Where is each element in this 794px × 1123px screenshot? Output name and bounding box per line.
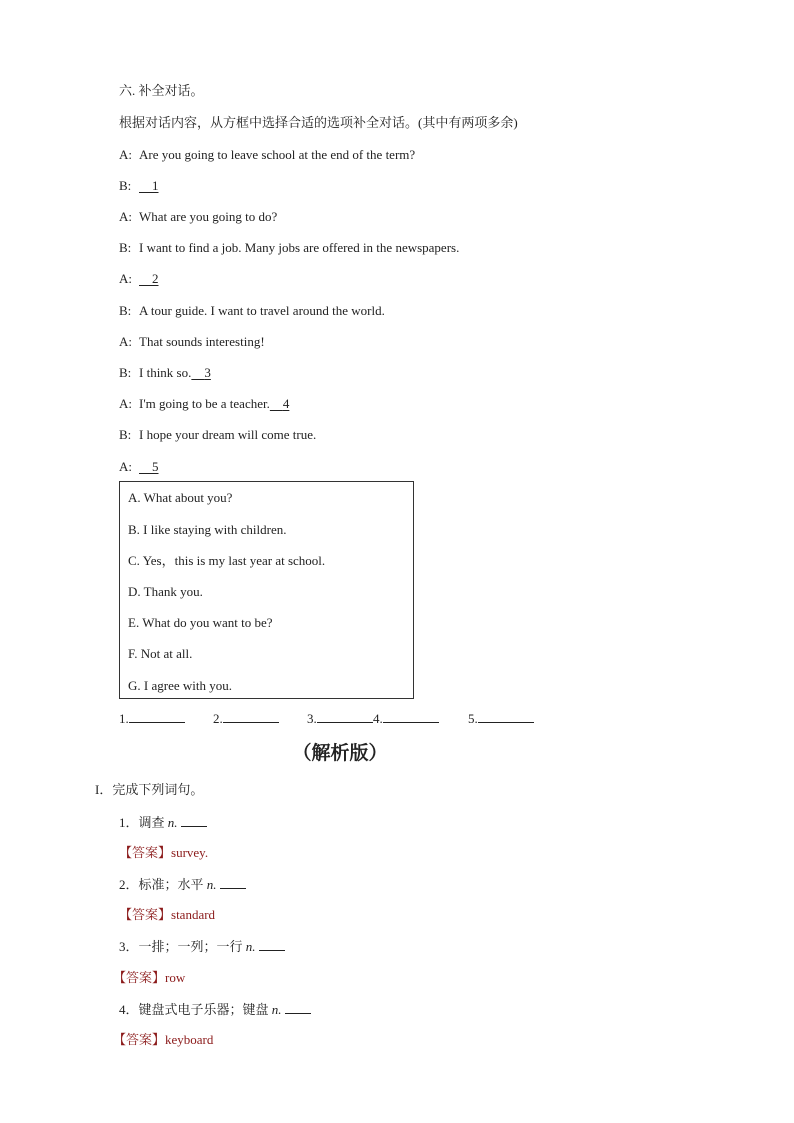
answer-slot-1[interactable]: 1.: [119, 710, 185, 727]
speaker-label: A:: [119, 271, 132, 286]
blank-number: 5: [152, 459, 159, 474]
dialogue-line: [119, 334, 265, 350]
option-b: B. I like staying with children.: [128, 522, 287, 537]
dialogue-line: [119, 427, 316, 443]
part-of-speech: n.: [167, 815, 178, 830]
option-g: G. I agree with you.: [128, 678, 232, 693]
vocab-item: [119, 814, 207, 831]
blank-number: 1: [152, 178, 159, 193]
vocab-label: 1．调查: [119, 815, 165, 830]
options-box: [119, 481, 414, 699]
instruction-text: 根据对话内容，从方框中选择合适的选项补全对话。(其中有两项多余): [119, 115, 518, 130]
analysis-heading: （解析版）: [292, 742, 388, 764]
dialogue-text: A tour guide. I want to travel around the world.: [139, 303, 385, 318]
part-of-speech: n.: [245, 939, 256, 954]
answer-value: keyboard: [165, 1032, 214, 1047]
answer-tag: 【答案】: [113, 970, 166, 985]
vocab-item: [119, 876, 246, 893]
answer-blank[interactable]: [259, 938, 285, 951]
dialogue-line: [119, 147, 415, 163]
answer-tag: 【答案】: [113, 1032, 166, 1047]
answer-blank[interactable]: [285, 1001, 311, 1014]
answer-line-row: [113, 970, 185, 986]
speaker-label: B:: [119, 240, 132, 255]
option-a: A. What about you?: [128, 490, 233, 505]
answer-line-row: [119, 845, 208, 861]
answer-value: standard: [171, 907, 216, 922]
part1-title: I．完成下列词句。: [95, 782, 204, 797]
dialogue-line: [119, 209, 277, 225]
option-c: C. Yes，this is my last year at school.: [128, 553, 326, 568]
blank-number: 2: [152, 271, 159, 286]
dialogue-line: [119, 303, 385, 319]
speaker-label: A:: [119, 396, 132, 411]
answer-slot-3[interactable]: 3.: [307, 710, 373, 727]
blank-number: 4: [282, 396, 290, 411]
blank-number: 3: [204, 365, 211, 380]
answer-line: [478, 710, 534, 723]
dialogue-line: [119, 240, 459, 256]
answer-value: row: [165, 970, 186, 985]
dialogue-text: I'm going to be a teacher.: [139, 396, 270, 411]
speaker-label: A:: [119, 334, 132, 349]
dialogue-line: [119, 271, 159, 287]
option-f: F. Not at all.: [128, 646, 193, 661]
dialogue-text: That sounds interesting!: [139, 334, 265, 349]
dialogue-line: [119, 459, 159, 475]
answer-tag: 【答案】: [119, 845, 172, 860]
speaker-label: A:: [119, 147, 132, 162]
dialogue-text: I hope your dream will come true.: [139, 427, 317, 442]
answer-line: [383, 710, 439, 723]
section-title: 六. 补全对话。: [119, 83, 204, 98]
vocab-item: [119, 1001, 311, 1018]
speaker-label: A:: [119, 459, 132, 474]
dialogue-text: What are you going to do?: [139, 209, 278, 224]
dialogue-text: I think so.: [139, 365, 192, 380]
answer-tag: 【答案】: [119, 907, 172, 922]
dialogue-text: I want to find a job. Many jobs are offered in the newspapers.: [139, 240, 460, 255]
vocab-label: 4．键盘式电子乐器；键盘: [119, 1002, 269, 1017]
speaker-label: B:: [119, 303, 132, 318]
vocab-label: 2．标准；水平: [119, 877, 204, 892]
answer-blank[interactable]: [181, 814, 207, 827]
answer-blank[interactable]: [220, 876, 246, 889]
answer-line-row: [113, 1032, 213, 1048]
dialogue-line: [119, 178, 159, 194]
speaker-label: A:: [119, 209, 132, 224]
answer-line: [317, 710, 373, 723]
answer-slot-2[interactable]: 2.: [213, 710, 279, 727]
answer-line: [129, 710, 185, 723]
dialogue-line: [119, 365, 211, 381]
part-of-speech: n.: [271, 1002, 282, 1017]
option-e: E. What do you want to be?: [128, 615, 273, 630]
dialogue-line: [119, 396, 289, 412]
speaker-label: B:: [119, 365, 132, 380]
answer-value: survey.: [171, 845, 209, 860]
vocab-item: [119, 938, 285, 955]
answer-slot-4[interactable]: 4.: [373, 710, 439, 727]
answer-line-row: [119, 907, 215, 923]
vocab-label: 3．一排；一列；一行: [119, 939, 243, 954]
option-d: D. Thank you.: [128, 584, 203, 599]
part-of-speech: n.: [206, 877, 217, 892]
answer-slot-5[interactable]: 5.: [468, 710, 534, 727]
speaker-label: B:: [119, 178, 132, 193]
answer-line: [223, 710, 279, 723]
dialogue-text: Are you going to leave school at the end of the term?: [139, 147, 416, 162]
speaker-label: B:: [119, 427, 132, 442]
